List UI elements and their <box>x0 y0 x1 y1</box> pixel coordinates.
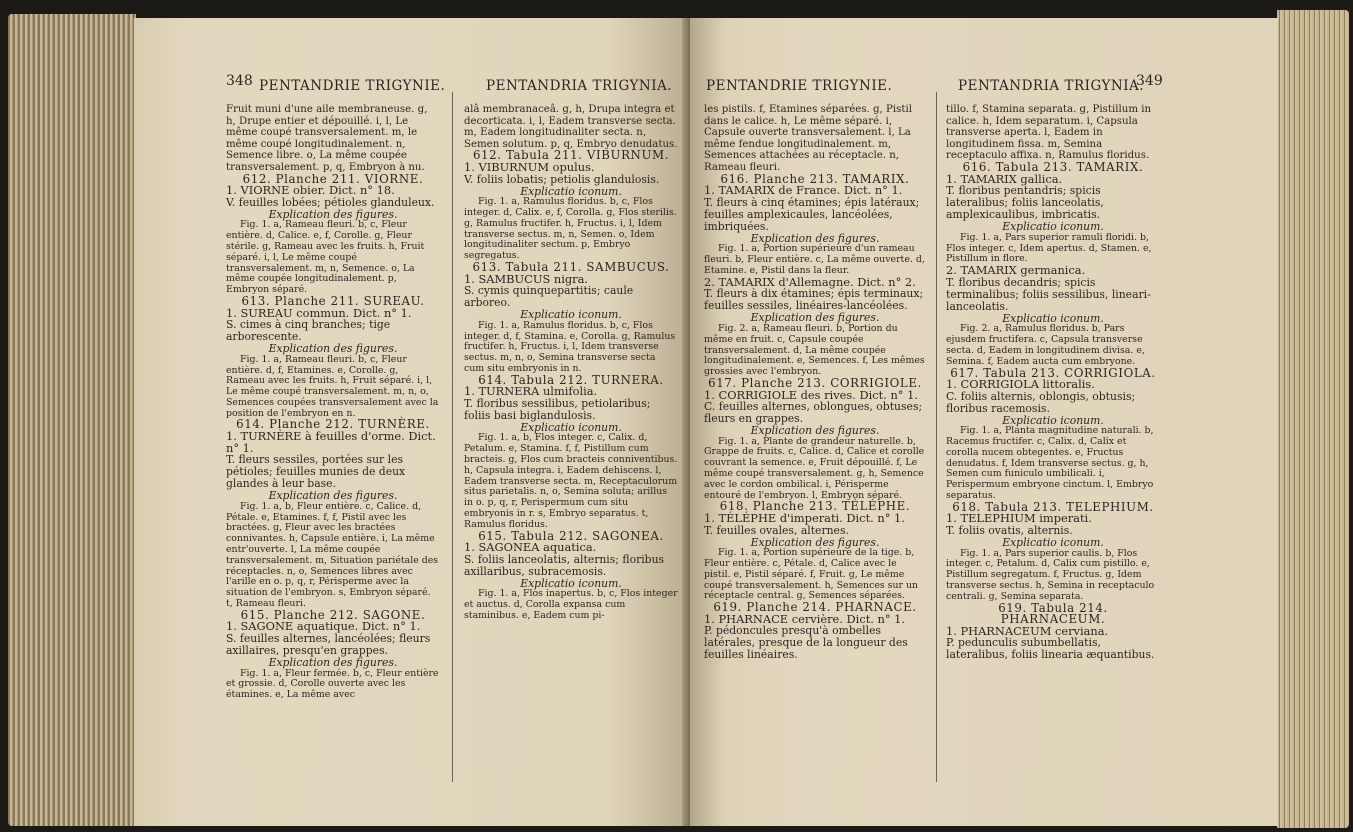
entry-heading: 612. Planche 211. VIORNE. <box>242 171 424 186</box>
species-name: 1. TAMARIX de France. Dict. n° 1. <box>704 183 903 198</box>
left-page <box>134 18 690 826</box>
page-edges-left <box>8 14 136 826</box>
entry-heading: 616. Tabula 213. TAMARIX. <box>962 159 1144 174</box>
figure-explanation: Fig. 1. a, Fleur fermée. b, c, Fleur entière et grossie. d, Corolle ouverte avec les étamines. e, La même avec <box>226 667 439 701</box>
figure-explanation: Fig. 1. a, Portion supérieure d'un rameau fleuri. b, Fleur entière. c, La même ouverte. d, Etamine. e, Pistil dans la fleur. <box>704 243 925 276</box>
figure-explanation: Fig. 1. a, Flos inapertus. b, c, Flos integer et auctus. d, Corolla expansa cum staminibus. e, Eadem cum pi- <box>464 588 678 622</box>
explanation-heading: Explication des figures. <box>268 656 398 670</box>
species-description: V. feuilles lobées; pétioles glanduleux. <box>226 195 435 209</box>
explanation-heading: Explicatio iconum. <box>1002 413 1104 427</box>
entry-heading: 618. Planche 213. TÉLÉPHE. <box>719 499 911 514</box>
explanation-heading: Explication des figures. <box>750 231 880 245</box>
species-name: 1. SAMBUCUS nigra. <box>464 271 589 286</box>
entry-heading: 617. Tabula 213. CORRIGIOLA. <box>950 365 1156 380</box>
species-description: T. floribus sessilibus, petiolaribus; foliis basi biglandulosis. <box>464 396 651 422</box>
running-head-fr: PENTANDRIE TRIGYNIE. <box>259 78 446 94</box>
species-name: 1. VIORNE obier. Dict. n° 18. <box>226 183 395 198</box>
entry-heading: 615. Tabula 212. SAGONEA. <box>478 528 664 543</box>
species-name: 1. SAGONE aquatique. Dict. n° 1. <box>226 619 421 634</box>
species-name: 1. TURNÈRE à feuilles d'orme. Dict. n° 1. <box>226 429 436 455</box>
running-head-la: PENTANDRIA TRIGYNIA. <box>486 78 673 94</box>
explanation-heading: Explicatio iconum. <box>1002 311 1104 325</box>
entry-heading: 618. Tabula 213. TELEPHIUM. <box>952 499 1154 514</box>
species-name: 1. TAMARIX gallica. <box>946 171 1063 186</box>
species-description: V. foliis lobatis; petiolis glandulosis. <box>464 172 660 186</box>
entry-heading: 619. Tabula 214. PHARNACEUM. <box>998 600 1108 627</box>
species-name: 1. SUREAU commun. Dict. n° 1. <box>226 305 412 320</box>
entry-heading: 617. Planche 213. CORRIGIOLE. <box>708 375 922 390</box>
species-name: 1. TÉLÉPHE d'imperati. Dict. n° 1. <box>704 511 905 526</box>
explanation-heading: Explicatio iconum. <box>520 184 622 198</box>
species-description: S. foliis lanceolatis, alternis; floribus axillaribus, subracemosis. <box>464 552 665 578</box>
species-name: 1. SAGONEA aquatica. <box>464 540 597 555</box>
continuation-text: alâ membranaceâ. g, h, Drupa integra et decorticata. i, l, Eadem transverse secta. m, Eadem longitudinaliter secta. n, Semen solutum. p, q, Embryo denudatus. <box>464 104 678 150</box>
species-description: T. fleurs à dix étamines; épis terminaux; feuilles sessiles, linéaires-lancéolées. <box>704 287 924 313</box>
species-description: S. cymis quinquepartitis; caule arboreo. <box>464 284 634 310</box>
column-latin <box>946 104 1160 661</box>
species-description: T. feuilles ovales, alternes. <box>704 523 849 537</box>
figure-explanation: Fig. 1. a, Pars superior ramuli floridi. b, Flos integer. c, Idem apertus. d, Stamen. e, Pistillum in flore. <box>946 231 1152 265</box>
column-rule <box>936 92 937 782</box>
species-name: 2. TAMARIX germanica. <box>946 263 1086 278</box>
species-name: 1. CORRIGIOLA littoralis. <box>946 377 1095 392</box>
entry-heading: 613. Planche 211. SUREAU. <box>241 293 425 308</box>
species-description: S. feuilles alternes, lancéolées; fleurs axillaires, presqu'en grappes. <box>226 632 431 658</box>
column-rule <box>452 92 453 782</box>
continuation-text: tillo. f, Stamina separata. g, Pistillum in calice. h, Idem separatum. i, Capsula transverse aperta. l, Eadem in longitudinem fissa. m, Semina receptaculo affixa. n, Ramulus floridus. <box>946 104 1152 162</box>
explanation-heading: Explicatio iconum. <box>520 308 622 322</box>
species-description: C. foliis alternis, oblongis, obtusis; floribus racemosis. <box>946 389 1136 415</box>
figure-explanation: Fig. 1. a, Rameau fleuri. b, c, Fleur entière. d, Calice. e, f, Corolle. g, Fleur stérile. g, Rameau avec les fruits. h, Fruit séparé. i, l, Le même coupé transversalement. m, n, Semence. o, La même coupée longitudinalement. p, Embryon séparé. <box>226 219 425 296</box>
species-description: S. cimes à cinq branches; tige arborescente. <box>226 318 391 344</box>
entry-heading: 615. Planche 212. SAGONE. <box>240 607 426 622</box>
species-description: P. pedunculis subumbellatis, lateralibus, foliis linearia æquantibus. <box>946 636 1155 662</box>
explanation-heading: Explication des figures. <box>268 489 398 503</box>
figure-explanation: Fig. 1. a, Plante de grandeur naturelle. b, Grappe de fruits. c, Calice. d, Calice et corolle couvrant la semence. e, Fruit dépouillé. f, Le même coupé transversalement. g, h, Semence avec le cordon ombilical. i, Périsperme entouré de l'embryon. l, Embryon séparé. <box>704 435 925 501</box>
species-name: 1. PHARNACE cervière. Dict. n° 1. <box>704 611 906 626</box>
continuation-text: les pistils. f, Etamines séparées. g, Pistil dans le calice. h, Le même séparé. i, Capsule ouverte transversalement. l, La même fendue longitudinalement. m, Semences attachées au réceptacle. n, Rameau fleuri. <box>704 104 912 173</box>
figure-explanation: Fig. 1. a, Rameau fleuri. b, c, Fleur entière. d, f, Etamines. e, Corolle. g, Rameau avec les fruits. h, Fruit séparé. i, l, Le même coupé transversalement. m, n, o, Semences coupées transversalement avec la position de l'embryon en n. <box>226 353 439 419</box>
species-description: T. floribus decandris; spicis terminalibus; foliis sessilibus, lineari-lanceolatis. <box>946 275 1151 313</box>
folio-right: 349 <box>1136 73 1163 89</box>
explanation-heading: Explication des figures. <box>750 311 880 325</box>
species-name: 1. PHARNACEUM cerviana. <box>946 623 1109 638</box>
running-head-fr: PENTANDRIE TRIGYNIE. <box>706 78 893 94</box>
species-name: 1. VIBURNUM opulus. <box>464 159 595 174</box>
explanation-heading: Explicatio iconum. <box>520 420 622 434</box>
column-latin <box>464 104 678 622</box>
figure-explanation: Fig. 1. a, Portion supérieure de la tige. b, Fleur entière. c, Pétale. d, Calice avec le pistil. e, Pistil séparé. f, Fruit. g, Le même coupé transversalement. h, Semences sur un réceptacle central. g, Semences séparées. <box>704 547 919 602</box>
species-name: 1. TURNERA ulmifolia. <box>464 384 598 399</box>
species-description: T. fleurs sessiles, portées sur les pétioles; feuilles munies de deux glandes à leur base. <box>226 453 406 491</box>
entry-heading: 619. Planche 214. PHARNACE. <box>713 600 917 615</box>
species-name: 2. TAMARIX d'Allemagne. Dict. n° 2. <box>704 274 916 289</box>
entry-heading: 616. Planche 213. TAMARIX. <box>720 171 910 186</box>
column-french <box>226 104 440 701</box>
explanation-heading: Explicatio iconum. <box>520 576 622 590</box>
species-description: P. pédoncules presqu'à ombelles latérales, presque de la longueur des feuilles linéaires. <box>704 624 908 662</box>
running-head-la: PENTANDRIA TRIGYNIA. <box>958 78 1145 94</box>
explanation-heading: Explication des figures. <box>268 207 398 221</box>
figure-explanation: Fig. 1. a, Pars superior caulis. b, Flos integer. c, Petalum. d, Calix cum pistillo. e, Pistillum segregatum. f, Fructus. g, Idem transverse sectus. h, Semina in receptaculo centrali. g, Semina separata. <box>946 547 1155 602</box>
column-french <box>704 104 926 661</box>
figure-explanation: Fig. 1. a, Ramulus floridus. b, c, Flos integer. d, f, Stamina. e, Corolla. g, Ramulus fructifer. h, Fructus. i, l, Idem transverse sectus. m, n, o, Semina transverse secta cum situ embryonis in n. <box>464 319 676 374</box>
explanation-heading: Explicatio iconum. <box>1002 536 1104 550</box>
figure-explanation: Fig. 1. a, Ramulus floridus. b, c, Flos integer. d, Calix. e, f, Corolla. g, Flos sterilis. g, Ramulus fructifer. h, Fructus. i, l, Idem transverse sectus. m, n, Semen. o, Idem longitudinaliter sectum. p, Embryo segregatus. <box>464 196 677 262</box>
entry-heading: 614. Tabula 212. TURNERA. <box>478 372 664 387</box>
explanation-heading: Explicatio iconum. <box>1002 220 1104 234</box>
figure-explanation: Fig. 2. a, Ramulus floridus. b, Pars ejusdem fructifera. c, Capsula transverse secta. d, Eadem in longitudinem divisa. e, Semina. f, Eadem aucta cum embryone. <box>946 323 1145 367</box>
entry-heading: 612. Tabula 211. VIBURNUM. <box>472 148 670 163</box>
page-edges-right <box>1277 10 1349 828</box>
species-name: 1. CORRIGIOLE des rives. Dict. n° 1. <box>704 387 918 402</box>
species-description: T. floribus pentandris; spicis lateralibus; foliis lanceolatis, amplexicaulibus, imbricatis. <box>946 184 1104 222</box>
explanation-heading: Explication des figures. <box>750 424 880 438</box>
species-name: 1. TELEPHIUM imperati. <box>946 511 1092 526</box>
figure-explanation: Fig. 1. a, b, Fleur entière. c, Calice. d, Pétale. e, Etamines. f, f, Pistil avec les bractées. g, Fleur avec les bractées connivantes. h, Capsule entière. i, La même entr'ouverte. l, La même coupée transversalement. m, Situation pariétale des réceptacles. n, o, Semences libres avec l'arille en o. p, q, r, Périsperme avec la situation de l'embryon. s, Embryon séparé. t, Rameau fleuri. <box>226 500 439 610</box>
species-description: C. feuilles alternes, oblongues, obtuses; fleurs en grappes. <box>704 400 923 426</box>
explanation-heading: Explication des figures. <box>268 342 398 356</box>
figure-explanation: Fig. 1. a, Planta magnitudine naturali. b, Racemus fructifer. c, Calix. d, Calix et corolla nucem obtegentes. e, Fructus denudatus. f, Idem transverse sectus. g, h, Semen cum funiculo umbilicali. i, Perispermum embryone cinctum. l, Embryo separatus. <box>946 425 1154 502</box>
entry-heading: 613. Tabula 211. SAMBUCUS. <box>472 259 670 274</box>
figure-explanation: Fig. 2. a, Rameau fleuri. b, Portion du même en fruit. c, Capsule coupée transversalement. d, La même coupée longitudinalement. e, Semences. f, Les mêmes grossies avec l'embryon. <box>704 322 925 378</box>
explanation-heading: Explication des figures. <box>750 535 880 549</box>
figure-explanation: Fig. 1. a, b, Flos integer. c, Calix. d, Petalum. e, Stamina. f, f, Pistillum cum bracteis. g, Flos cum bracteis conniventibus. h, Capsula integra. i, Eadem dehiscens. l, Eadem transverse secta. m, Receptaculorum situs parietalis. n, o, Semina soluta; arillus in o. p, q, r, Perispermum cum situ embryonis in r. s, Embryo separatus. t, Ramulus floridus. <box>464 432 678 530</box>
entry-heading: 614. Planche 212. TURNÈRE. <box>236 417 430 432</box>
continuation-text: Fruit muni d'une aile membraneuse. g, h, Drupe entier et dépouillé. i, l, Le même coupé transversalement. m, le même coupé longitudinalement. n, Semence libre. o, La même coupée transversalement. p, q, Embryon à nu. <box>226 104 428 173</box>
folio-left: 348 <box>226 73 253 89</box>
species-description: T. foliis ovatis, alternis. <box>946 524 1073 538</box>
species-description: T. fleurs à cinq étamines; épis latéraux; feuilles amplexicaules, lancéolées, imbriquées. <box>704 195 920 233</box>
right-page <box>690 18 1278 826</box>
